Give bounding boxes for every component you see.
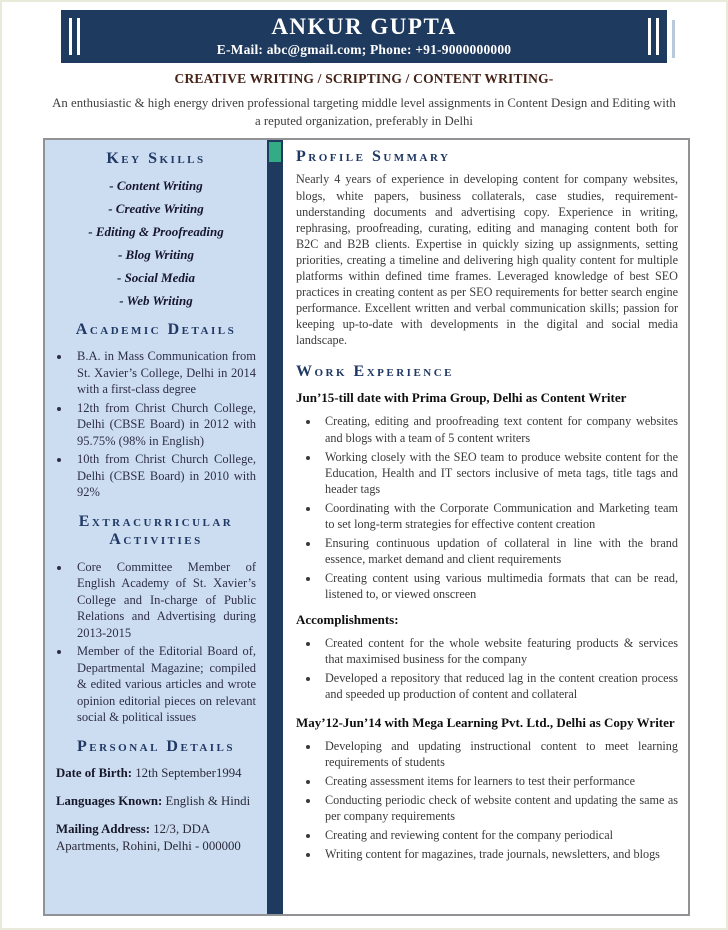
header-outer-stripe-decoration <box>672 20 675 58</box>
key-skills-list <box>56 178 256 309</box>
mailing-address-value: 12/3, DDA Apartments, Rohini, Delhi - 000000 <box>56 821 241 853</box>
job-prima-bullets-list <box>296 413 678 602</box>
date-of-birth-label: Date of Birth: <box>56 765 133 780</box>
contact-info: E-Mail: abc@gmail.com; Phone: +91-9000000000 <box>216 41 512 57</box>
candidate-name: ANKUR GUPTA <box>271 14 457 39</box>
job-bullet: • Creating and reviewing content for the company periodical <box>320 827 678 843</box>
job-bullet: • Working closely with the SEO team to produce website content for the Education, Health and IT sectors inclusive of meta tags, title tags and header tags <box>320 449 678 497</box>
work-experience-heading: Work Experience <box>296 363 455 381</box>
accomplishment-bullet: • Created content for the whole website featuring products & services that maximised business for the company <box>320 635 678 667</box>
academic-item: • B.A. in Mass Communication from St. Xavier’s College, Delhi in 2014 with a first-class degree <box>71 348 256 398</box>
key-skill-item: - Social Media <box>117 269 195 285</box>
header-right-stripes-decoration <box>648 18 659 55</box>
stripe-decoration <box>77 18 80 55</box>
stripe-decoration <box>69 18 72 55</box>
date-of-birth-field <box>56 765 256 782</box>
date-of-birth-value: 12th September1994 <box>135 765 242 780</box>
languages-known-value: English & Hindi <box>165 793 251 808</box>
key-skill-item: - Creative Writing <box>108 200 204 216</box>
mailing-address-label: Mailing Address: <box>56 821 150 836</box>
job-bullet: • Creating content using various multimedia formats that can be read, listened to, or viewed onscreen <box>320 570 678 602</box>
key-skill-item: - Content Writing <box>109 177 203 193</box>
extracurricular-heading: Extracurricular Activities <box>78 512 234 549</box>
job-bullet: • Creating, editing and proofreading text content for company websites and blogs with a team of 5 content writers <box>320 413 678 445</box>
header-bar <box>61 10 667 63</box>
personal-details-heading: Personal Details <box>76 737 236 755</box>
key-skills-heading: Key Skills <box>106 150 206 168</box>
profile-summary-text: Nearly 4 years of experience in developing content for company websites, blogs, white papers, business collaterals, case studies, requirement-understanding documents and advertising copy. Experience in writing, rephrasing, proofreading, curating, editing and managing content both for B2C and B2B clients. Expertise in quickly sizing up assignments, setting priorities, creating a timeline and delivering high quality content for multiple platforms within defined time frames. Leveraged knowledge of best SEO practices in creating content as per SEO requirements for better search engine performance. Excellent written and verbal communication skills; passion for keeping up-to-date with developments in the digital and social media landscape. <box>296 172 678 348</box>
accomplishments-heading: Accomplishments: <box>296 611 399 627</box>
role-headline: CREATIVE WRITING / SCRIPTING / CONTENT WRITING- <box>174 71 554 87</box>
accomplishment-bullet: • Developed a repository that reduced lag in the content creation process and speeded up production of content and collateral <box>320 670 678 702</box>
job-bullet: • Conducting periodic check of website content and updating the same as per company requirements <box>320 792 678 824</box>
academic-item: • 10th from Christ Church College, Delhi (CBSE Board) in 2010 with 92% <box>71 451 256 501</box>
extracurricular-item: • Core Committee Member of English Academy of St. Xavier’s College and In-charge of Public Relations and Advertising during 2013-2015 <box>71 559 256 642</box>
accomplishments-list <box>296 635 678 702</box>
job-bullet: • Writing content for magazines, trade journals, newsletters, and blogs <box>320 846 678 862</box>
profile-summary-heading: Profile Summary <box>296 148 451 166</box>
stripe-decoration <box>656 18 659 55</box>
main-column <box>283 140 688 914</box>
extracurricular-list <box>56 559 256 726</box>
job-title-mega-learning: May’12-Jun’14 with Mega Learning Pvt. Ltd., Delhi as Copy Writer <box>296 714 675 730</box>
job-mega-bullets-list <box>296 738 678 863</box>
mailing-address-field <box>56 821 256 855</box>
resume-body <box>43 138 690 916</box>
languages-known-label: Languages Known: <box>56 793 163 808</box>
key-skill-item: - Web Writing <box>119 292 193 308</box>
job-title-prima-group: Jun’15-till date with Prima Group, Delhi as Content Writer <box>296 390 627 406</box>
stripe-decoration <box>648 18 651 55</box>
column-divider-bar <box>267 140 283 914</box>
extracurricular-item: • Member of the Editorial Board of, Departmental Magazine; compiled & edited various articles and wrote opinion editorial pieces on relevant social & political issues <box>71 643 256 726</box>
job-bullet: • Ensuring continuous updation of collateral in line with the brand essence, market demand and client requirements <box>320 535 678 567</box>
key-skill-item: - Editing & Proofreading <box>88 223 224 239</box>
divider-teal-cap-decoration <box>269 142 281 162</box>
job-bullet: • Coordinating with the Corporate Communication and Marketing team to set long-term strategies for effective content creation <box>320 500 678 532</box>
academic-item: • 12th from Christ Church College, Delhi (CBSE Board) in 2012 with 95.75% (98% in English) <box>71 400 256 450</box>
academic-details-heading: Academic Details <box>75 320 237 338</box>
sidebar <box>45 140 267 914</box>
key-skill-item: - Blog Writing <box>117 246 195 262</box>
header-left-stripes-decoration <box>69 18 80 55</box>
languages-known-field <box>56 793 256 810</box>
job-bullet: • Creating assessment items for learners to test their performance <box>320 773 678 789</box>
job-bullet: • Developing and updating instructional content to meet learning requirements of students <box>320 738 678 770</box>
academic-details-list <box>56 348 256 501</box>
tagline: An enthusiastic & high energy driven professional targeting middle level assignments in Content Design and Editing with a reputed organization, preferably in Delhi <box>52 96 676 129</box>
